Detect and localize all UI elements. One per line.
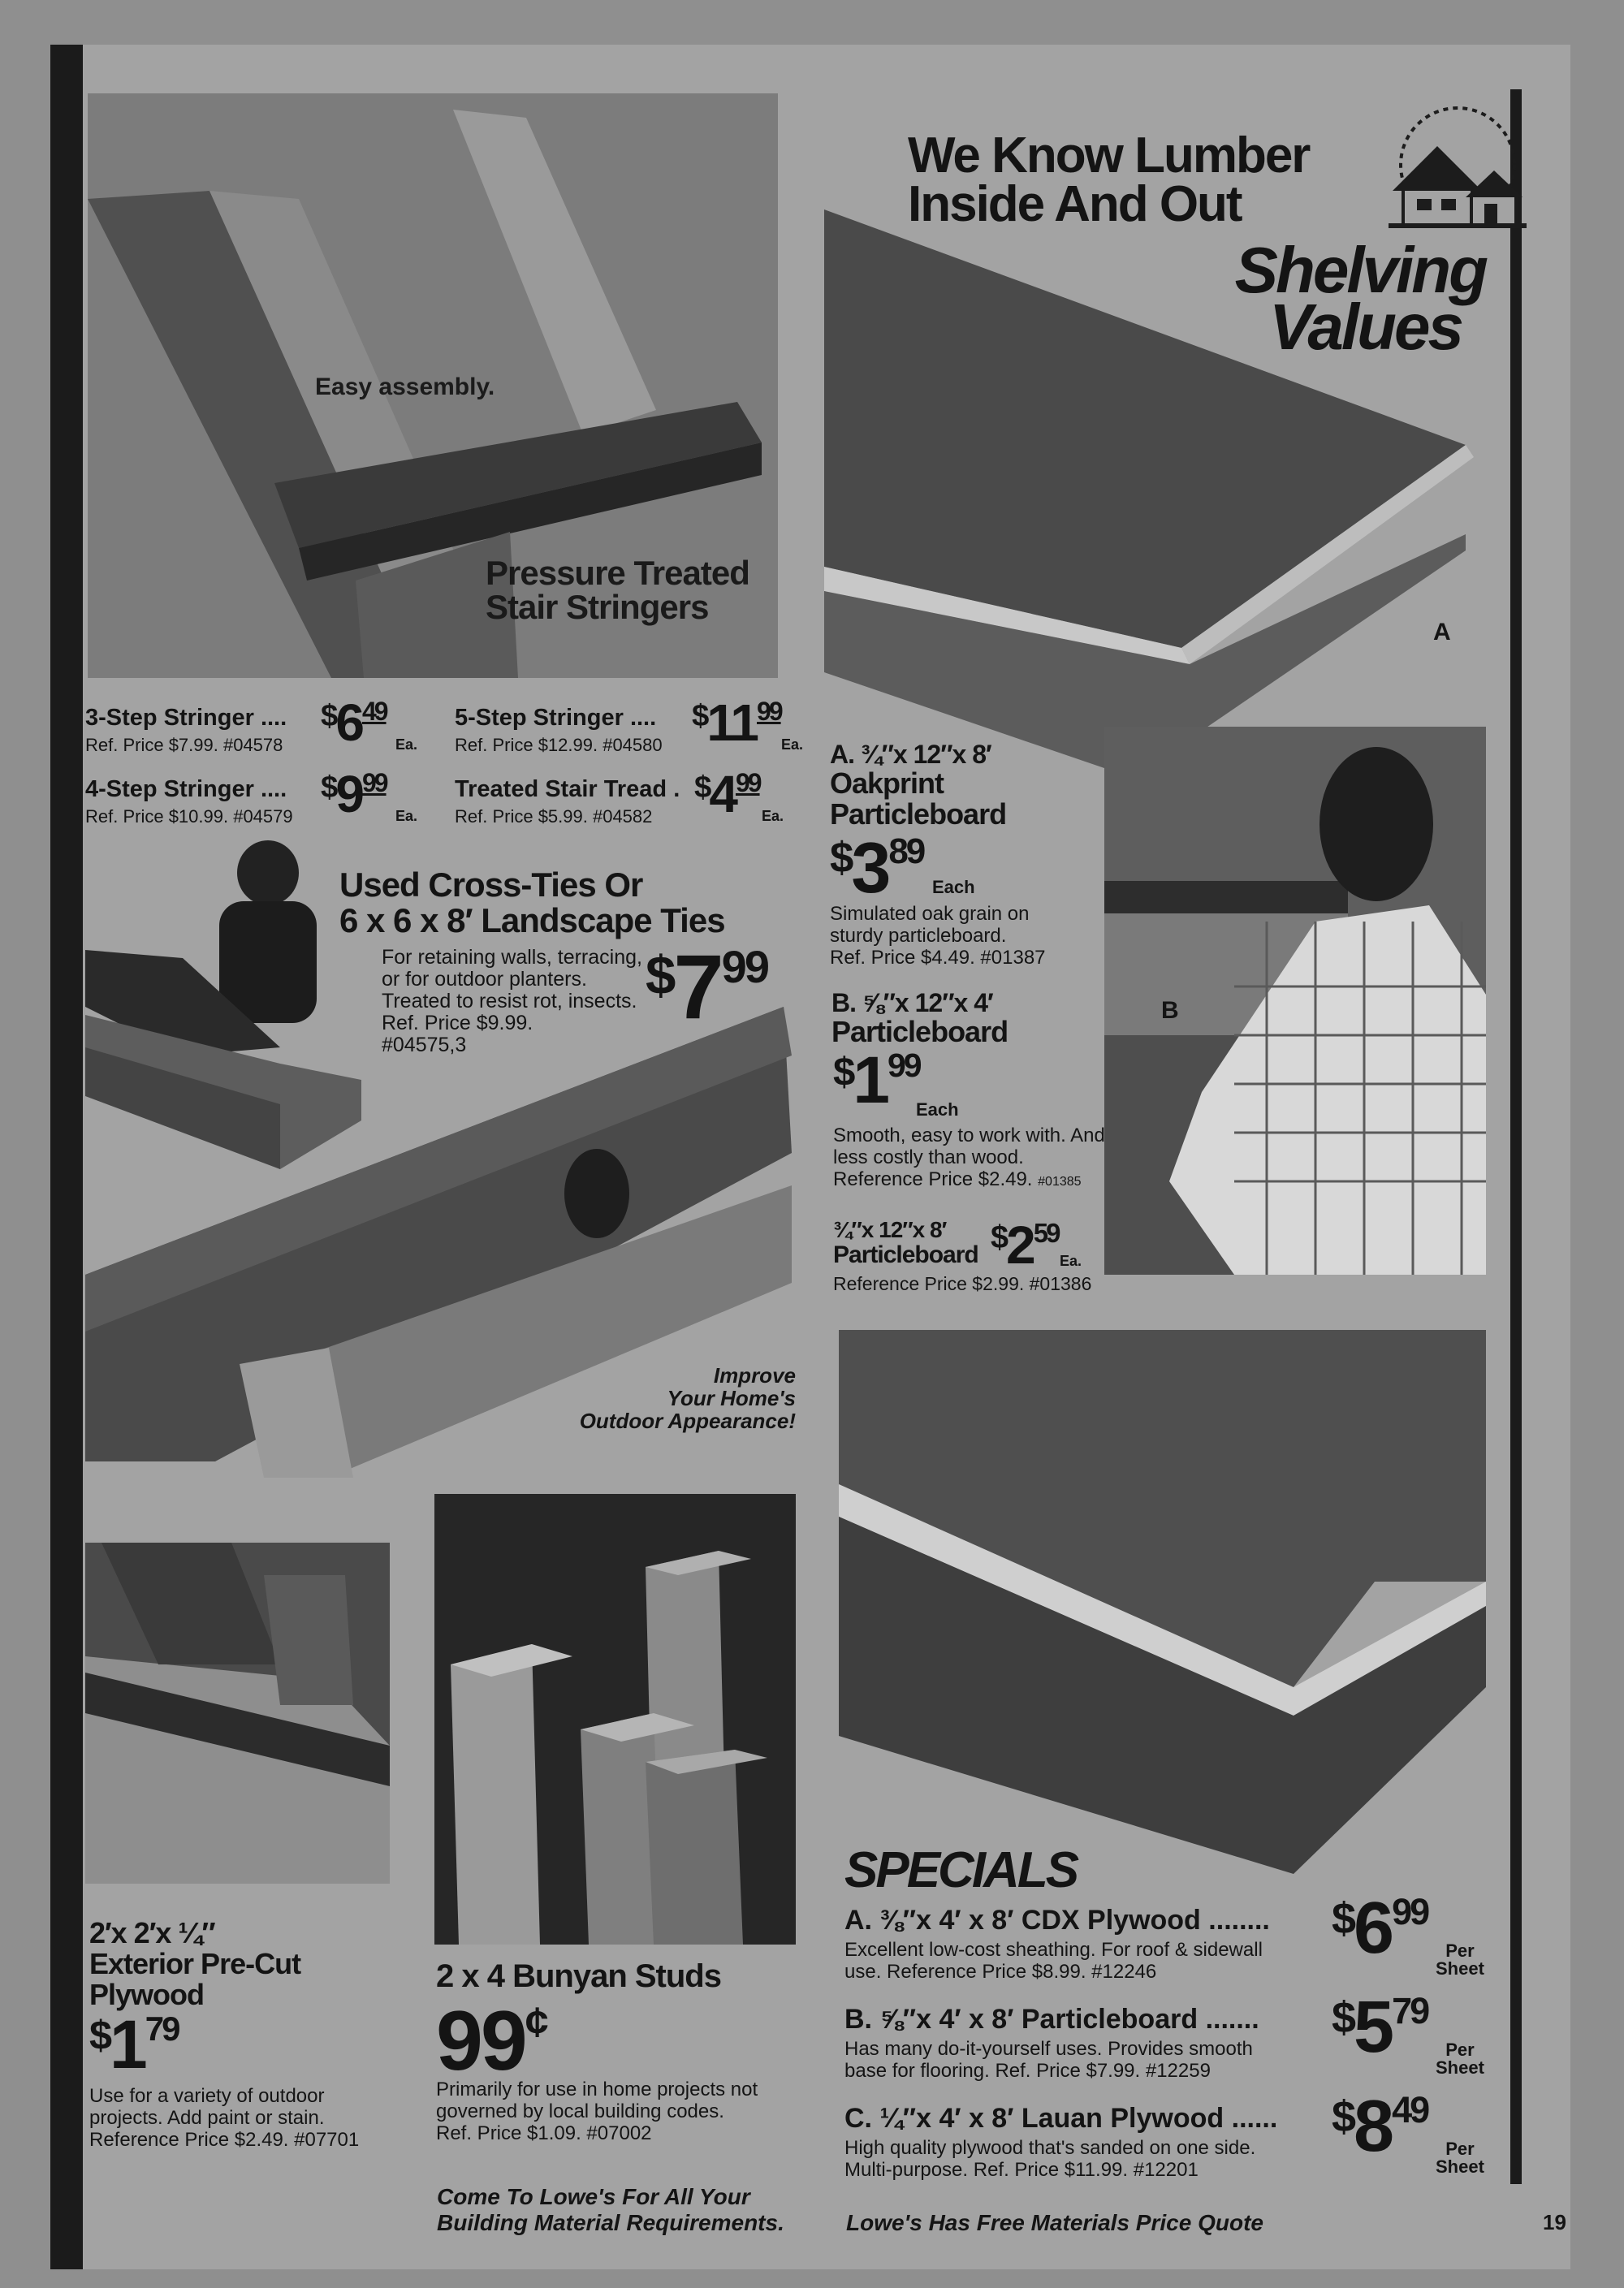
item-b-title-line1: B. ⅝″x 12″x 4′ <box>831 988 993 1017</box>
item-leader: .... <box>629 705 657 731</box>
precut-desc-text: Use for a variety of outdoor projects. Add paint or stain. <box>89 2085 325 2129</box>
stairs-caption-line1: Pressure Treated <box>486 554 749 592</box>
stairs-caption-line2: Stair Stringers <box>486 588 709 626</box>
item-a-ref: Ref. Price $4.49. #01387 <box>830 947 1046 969</box>
studs-title: 2 x 4 Bunyan Studs <box>436 1958 721 1994</box>
special-unit: Per Sheet <box>1436 2040 1484 2078</box>
special-desc: High quality plywood that's sanded on one side. Multi-purpose. Ref. Price $11.99. #12201 <box>844 2137 1256 2181</box>
special-title: A. ⅜″x 4′ x 8′ CDX Plywood <box>844 1905 1201 1936</box>
item-ref: Ref. Price $12.99. #04580 <box>455 735 663 755</box>
item-ref: Ref. Price $7.99. #04578 <box>85 735 283 755</box>
item-unit: Ea. <box>395 736 418 753</box>
item-a-title <box>830 740 1006 830</box>
stairs-photo-overlay: Easy assembly. <box>315 373 495 400</box>
item-ref: Ref. Price $10.99. #04579 <box>85 806 293 827</box>
section-title-line2: Values <box>1269 291 1462 363</box>
special-leader: ...... <box>1231 2103 1278 2134</box>
item-b-unit: Each <box>916 1099 959 1120</box>
precut-title-line3: Plywood <box>89 1978 205 2011</box>
ties-title <box>339 867 725 939</box>
ties-tagline-line2: Your Home's <box>667 1386 796 1410</box>
item-unit: Ea. <box>762 808 784 824</box>
item-a-description <box>830 903 1073 969</box>
item-a-desc-text: Simulated oak grain on sturdy particleboard. <box>830 903 1030 947</box>
footer-left-line1: Come To Lowe's For All Your <box>437 2184 750 2209</box>
item-leader: .... <box>260 705 287 731</box>
special-leader: ........ <box>1208 1905 1270 1936</box>
ties-tagline-line3: Outdoor Appearance! <box>579 1409 796 1433</box>
item-b-ref: Reference Price $2.49. <box>833 1168 1033 1190</box>
ties-title-line2: 6 x 6 x 8′ Landscape Ties <box>339 901 725 939</box>
specials-title: SPECIALS <box>844 1842 1078 1898</box>
item-name: 3-Step Stringer <box>85 705 254 731</box>
ties-ref: Ref. Price $9.99. <box>382 1012 533 1034</box>
special-leader: ....... <box>1205 2004 1259 2035</box>
page-gutter <box>50 45 83 2269</box>
footer-left <box>437 2184 784 2236</box>
special-item-c <box>844 2086 1494 2204</box>
item-unit: Ea. <box>781 736 804 753</box>
item-name: 5-Step Stringer <box>455 705 624 731</box>
item-b-title-line2: Particleboard <box>831 1015 1009 1048</box>
item-ref: Ref. Price $5.99. #04582 <box>455 806 653 827</box>
ties-title-line1: Used Cross-Ties Or <box>339 866 643 904</box>
item-c-title-line1: ¾″x 12″x 8′ <box>833 1217 947 1242</box>
item-price: $ 11 99 <box>692 693 781 752</box>
item-c-unit: Ea. <box>1060 1253 1082 1269</box>
special-price: $ 5 79 <box>1332 1987 1428 2068</box>
precut-ref: Reference Price $2.49. #07701 <box>89 2129 360 2151</box>
section-title-line1: Shelving <box>1234 234 1486 306</box>
ties-tagline <box>560 1364 796 1432</box>
item-b-sku: #01385 <box>1038 1175 1082 1189</box>
item-c-price: $ 2 59 <box>991 1215 1059 1275</box>
studs-ref: Ref. Price $1.09. #07002 <box>436 2122 652 2144</box>
item-c-title <box>833 1218 978 1268</box>
ties-tagline-line1: Improve <box>713 1363 796 1388</box>
item-a-title-line2: Oakprint <box>830 766 944 800</box>
item-a-price: $ 3 89 <box>830 827 924 908</box>
ties-desc-text: For retaining walls, terracing, or for outdoor planters. Treated to resist rot, insects. <box>382 946 642 1012</box>
precut-description <box>89 2085 382 2151</box>
item-name: 4-Step Stringer <box>85 776 254 802</box>
item-b-price: $ 1 99 <box>833 1043 920 1117</box>
oakprint-board-photo <box>824 209 1474 778</box>
precut-price: $ 1 79 <box>89 2006 179 2083</box>
studs-desc-text: Primarily for use in home projects not governed by local building codes. <box>436 2079 758 2122</box>
special-title: C. ¼″x 4′ x 8′ Lauan Plywood <box>844 2103 1224 2134</box>
precut-title-line1: 2′x 2′x ¼″ <box>89 1916 215 1949</box>
item-leader: . <box>673 776 680 802</box>
special-title: B. ⅝″x 4′ x 8′ Particleboard <box>844 2004 1199 2035</box>
headline-line2: Inside And Out <box>908 176 1242 232</box>
item-price: $ 6 49 <box>321 693 387 752</box>
item-c-ref: Reference Price $2.99. #01386 <box>833 1273 1092 1294</box>
item-b-title <box>831 989 1008 1047</box>
special-price: $ 8 49 <box>1332 2086 1428 2167</box>
studs-price: 99 ¢ <box>436 1994 546 2088</box>
precut-title-line2: Exterior Pre-Cut <box>89 1947 301 1980</box>
item-b-desc-text: Smooth, easy to work with. And less costly than wood. <box>833 1125 1105 1168</box>
precut-title <box>89 1918 300 2010</box>
special-desc: Has many do-it-yourself uses. Provides smooth base for flooring. Ref. Price $7.99. #12259 <box>844 2038 1253 2082</box>
footer-left-line2: Building Material Requirements. <box>437 2210 784 2235</box>
footer-right: Lowe's Has Free Materials Price Quote <box>846 2210 1263 2235</box>
item-price: $ 4 99 <box>694 765 760 823</box>
item-c-title-line2: Particleboard <box>833 1241 978 1268</box>
item-a-unit: Each <box>932 877 975 897</box>
studs-photo <box>434 1494 796 1945</box>
item-name: Treated Stair Tread <box>455 776 667 802</box>
item-a-title-line1: A. ¾″x 12″x 8′ <box>830 740 991 769</box>
ties-price: $ 7 99 <box>646 936 767 1038</box>
page-number: 19 <box>1543 2210 1566 2234</box>
right-rule <box>1510 89 1522 2184</box>
ties-sku: #04575,3 <box>382 1034 467 1056</box>
stair-stringers-photo <box>88 93 778 678</box>
item-a-title-line3: Particleboard <box>830 797 1007 831</box>
special-unit: Per Sheet <box>1436 1940 1484 1979</box>
plywood-sheets-photo <box>839 1330 1486 1874</box>
studs-description <box>436 2079 810 2144</box>
item-unit: Ea. <box>395 808 418 824</box>
special-desc: Excellent low-cost sheathing. For roof & sidewall use. Reference Price $8.99. #12246 <box>844 1939 1263 1983</box>
photo-label-a: A <box>1433 619 1451 645</box>
special-unit: Per Sheet <box>1436 2139 1484 2177</box>
precut-plywood-photo <box>85 1543 390 1884</box>
item-b-description <box>833 1125 1109 1191</box>
item-price: $ 9 99 <box>321 765 387 823</box>
special-price: $ 6 99 <box>1332 1888 1428 1969</box>
photo-label-b: B <box>1161 997 1179 1024</box>
item-leader: .... <box>260 776 287 802</box>
stairs-caption <box>486 556 749 624</box>
headline-line1: We Know Lumber <box>908 127 1310 183</box>
